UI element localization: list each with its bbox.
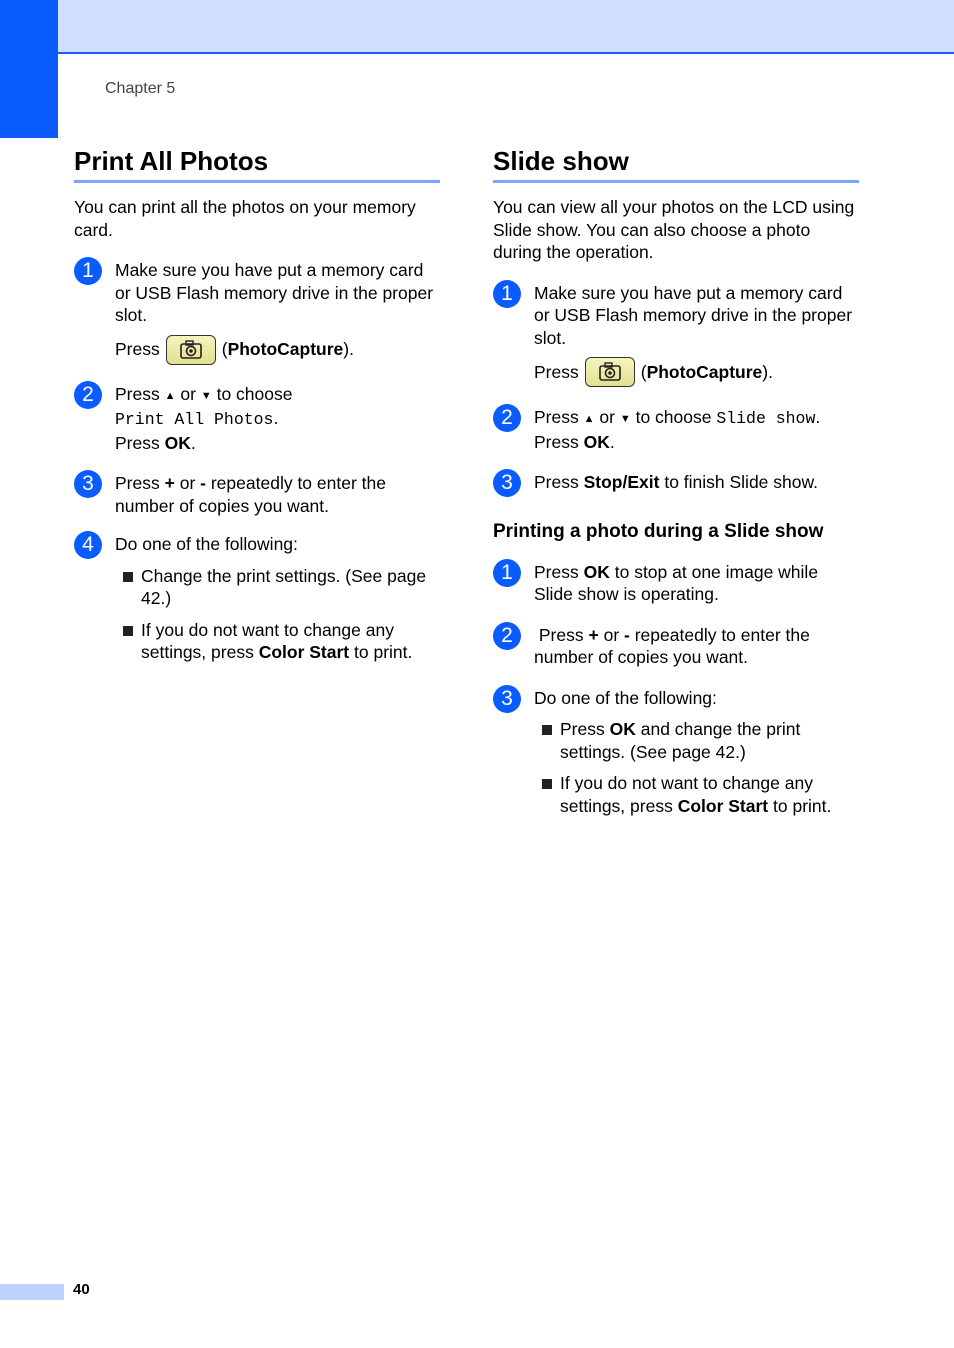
step-1 [493, 282, 859, 388]
bullet-list [542, 718, 859, 817]
bullet-square-icon [542, 725, 552, 735]
step-text: Do one of the following: [115, 534, 298, 554]
down-arrow-icon: ▼ [200, 389, 212, 402]
photocapture-button [585, 357, 635, 387]
sub-step-1 [493, 561, 859, 606]
list-item: If you do not want to change any settings, press Color Start to print. [123, 619, 440, 664]
step-text: Do one of the following: [534, 687, 717, 708]
section-intro: You can view all your photos on the LCD using Slide show. You can also choose a photo during the operation. [493, 197, 855, 262]
camera-icon [597, 361, 623, 383]
sub-step-2 [493, 624, 859, 669]
chapter-tab [0, 0, 58, 138]
footer-bar [0, 1284, 64, 1300]
step-number: 2 [493, 622, 521, 650]
header-band [0, 0, 954, 54]
section-title: Print All Photos [74, 146, 440, 183]
section-title: Slide show [493, 146, 859, 183]
step-text: Press + or - repeatedly to enter the number of copies you want. [534, 624, 810, 667]
print-all-photos-section [74, 146, 440, 673]
step-text-line2: Press OK. [534, 431, 615, 452]
press-word: Press [115, 339, 160, 360]
photocapture-label: PhotoCapture [646, 361, 763, 382]
step-2 [74, 383, 440, 455]
step-3 [74, 472, 440, 517]
subheading: Printing a photo during a Slide show [493, 520, 824, 542]
step-number: 1 [74, 257, 102, 285]
section-intro: You can print all the photos on your memory card. [74, 197, 416, 240]
list-item: Press OK and change the print settings. (See page 42.) [542, 718, 859, 763]
step-number: 2 [74, 381, 102, 409]
step-text: Press ▲ or ▼ to choose Slide show. [534, 407, 821, 428]
step-4 [74, 533, 440, 664]
press-word: Press [534, 361, 579, 382]
bullet-square-icon [123, 572, 133, 582]
bullet-list [123, 565, 440, 664]
step-text: Press ▲ or ▼ to choose Print All Photos. [115, 383, 293, 429]
up-arrow-icon: ▲ [583, 413, 595, 425]
sub-step-3 [493, 687, 859, 818]
up-arrow-icon: ▲ [164, 389, 176, 402]
step-number: 2 [493, 404, 521, 432]
step-number: 4 [74, 531, 102, 559]
down-arrow-icon: ▼ [619, 413, 631, 425]
page-number: 40 [73, 1281, 90, 1298]
press-line: Press (PhotoCapture). [115, 335, 440, 365]
photocapture-button [166, 335, 216, 365]
bullet-square-icon [123, 626, 133, 636]
step-number: 1 [493, 280, 521, 308]
press-line: Press (PhotoCapture). [534, 357, 859, 387]
step-text: Press + or - repeatedly to enter the number of copies you want. [115, 473, 386, 516]
step-text: Press OK to stop at one image while Slide show is operating. [534, 561, 819, 604]
step-number: 3 [493, 469, 521, 497]
step-2 [493, 406, 859, 453]
step-text-line2: Press OK. [115, 432, 196, 453]
step-number: 1 [493, 559, 521, 587]
slide-show-section [493, 146, 859, 826]
photocapture-label: PhotoCapture [227, 339, 344, 360]
list-item: Change the print settings. (See page 42.) [123, 565, 440, 610]
step-number: 3 [74, 470, 102, 498]
step-1 [74, 259, 440, 365]
step-3 [493, 471, 859, 494]
bullet-square-icon [542, 779, 552, 789]
step-text: Make sure you have put a memory card or USB Flash memory drive in the proper slot. [115, 260, 434, 325]
list-item: If you do not want to change any settings, press Color Start to print. [542, 772, 859, 817]
step-text: Press Stop/Exit to finish Slide show. [534, 472, 819, 492]
camera-icon [178, 339, 204, 361]
lcd-option: Print All Photos [115, 410, 274, 429]
step-text: Make sure you have put a memory card or USB Flash memory drive in the proper slot. [534, 282, 853, 348]
lcd-option: Slide show [716, 409, 816, 428]
chapter-label: Chapter 5 [105, 80, 176, 97]
step-number: 3 [493, 685, 521, 713]
